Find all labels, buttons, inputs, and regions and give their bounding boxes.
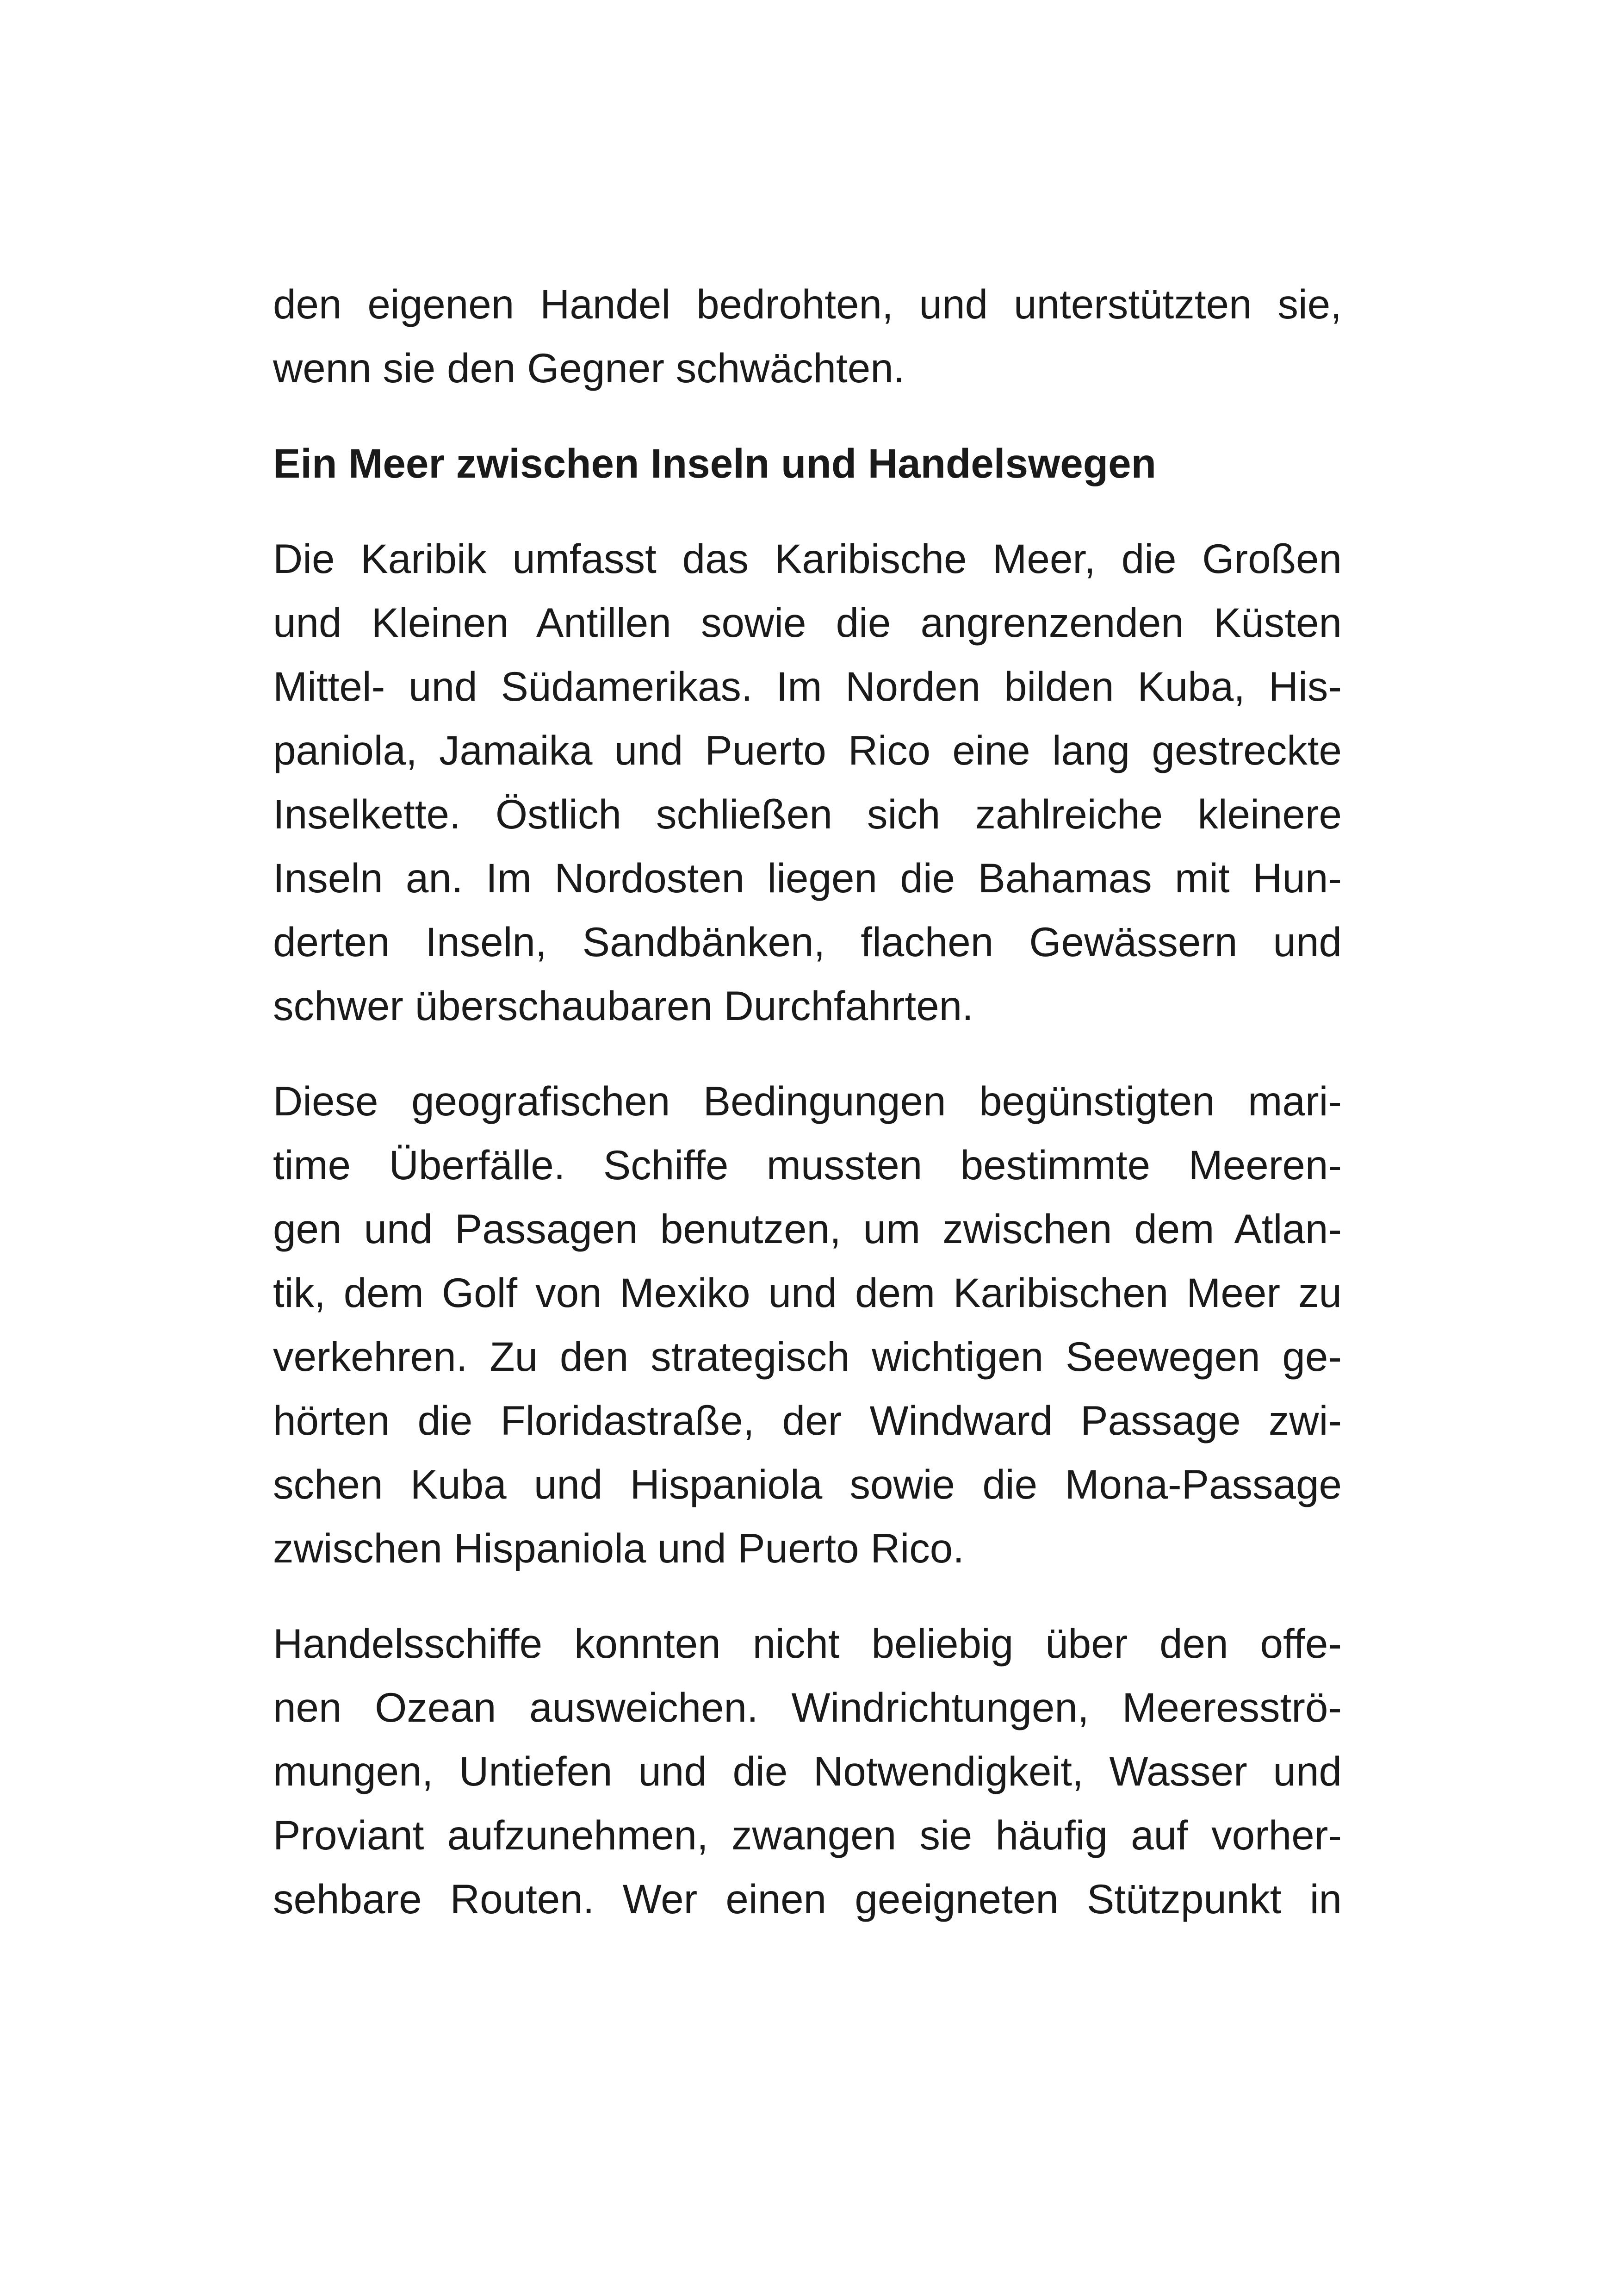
text-line: hörten die Floridastraße, der Windward Passage zwi- <box>273 1397 1342 1444</box>
text-line: Proviant aufzunehmen, zwangen sie häufig auf vorher- <box>273 1812 1342 1858</box>
text-line: time Überfälle. Schiffe mussten bestimmte Meeren- <box>273 1142 1342 1188</box>
text-line: nen Ozean ausweichen. Windrichtungen, Meeresströ- <box>273 1684 1342 1730</box>
text-line: verkehren. Zu den strategisch wichtigen Seewegen ge- <box>273 1333 1342 1380</box>
section-heading: Ein Meer zwischen Inseln und Handelswegen <box>273 440 1156 486</box>
text-line: derten Inseln, Sandbänken, flachen Gewässern und <box>273 919 1342 965</box>
paragraph-gap <box>273 400 1342 431</box>
text-line: tik, dem Golf von Mexiko und dem Karibischen Meer zu <box>273 1269 1342 1316</box>
text-line: Die Karibik umfasst das Karibische Meer, die Großen <box>273 535 1342 582</box>
paragraph-1 <box>273 527 1342 1038</box>
paragraph-2 <box>273 1069 1342 1580</box>
text-line: den eigenen Handel bedrohten, und unterstützten sie, <box>273 281 1342 327</box>
text-line: paniola, Jamaika und Puerto Rico eine lang gestreckte <box>273 727 1342 773</box>
text-line: Mittel- und Südamerikas. Im Norden bilden Kuba, His- <box>273 663 1342 709</box>
intro-paragraph <box>273 272 1342 400</box>
text-line: Handelsschiffe konnten nicht beliebig über den offe- <box>273 1620 1342 1667</box>
paragraph-gap <box>273 495 1342 527</box>
body-text <box>273 272 1342 1931</box>
text-line: zwischen Hispaniola und Puerto Rico. <box>273 1525 965 1571</box>
paragraph-gap <box>273 1580 1342 1612</box>
paragraph-gap <box>273 1038 1342 1069</box>
text-line: schwer überschaubaren Durchfahrten. <box>273 983 973 1029</box>
text-line: Inseln an. Im Nordosten liegen die Bahamas mit Hun- <box>273 855 1342 901</box>
text-line: und Kleinen Antillen sowie die angrenzenden Küsten <box>273 599 1342 646</box>
text-line: Inselkette. Östlich schließen sich zahlreiche kleinere <box>273 791 1342 837</box>
text-line: schen Kuba und Hispaniola sowie die Mona-Passage <box>273 1461 1342 1507</box>
text-line: Diese geografischen Bedingungen begünstigten mari- <box>273 1078 1342 1124</box>
paragraph-3 <box>273 1612 1342 1931</box>
text-line: sehbare Routen. Wer einen geeigneten Stützpunkt in <box>273 1876 1342 1922</box>
text-line: mungen, Untiefen und die Notwendigkeit, Wasser und <box>273 1748 1342 1794</box>
text-line: wenn sie den Gegner schwächten. <box>273 345 905 391</box>
text-line: gen und Passagen benutzen, um zwischen dem Atlan- <box>273 1206 1342 1252</box>
